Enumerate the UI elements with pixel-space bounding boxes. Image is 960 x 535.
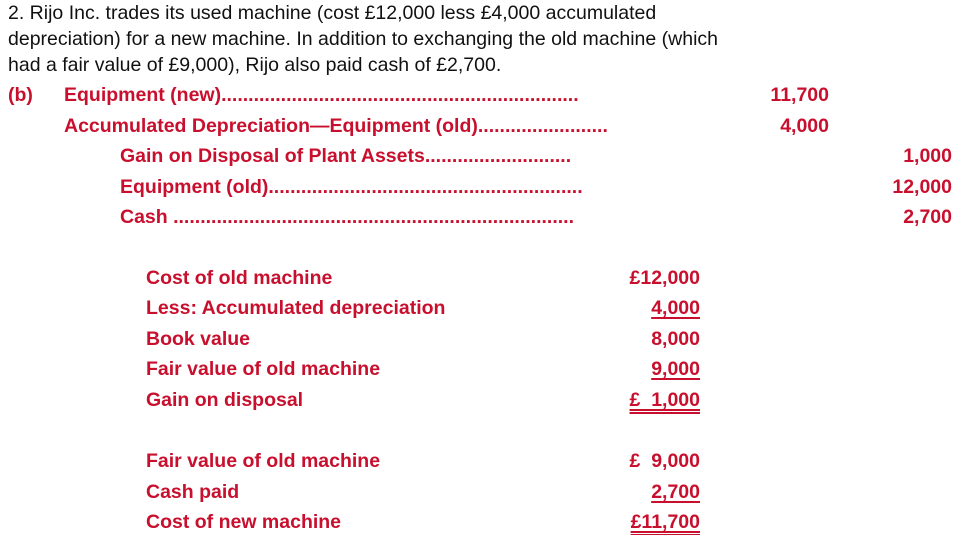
journal-credit-4: 12,000 — [892, 176, 952, 198]
journal-account-3: Gain on Disposal of Plant Assets........................... — [120, 145, 572, 167]
cost-label-3: Cost of new machine — [146, 511, 342, 533]
part-label: (b) — [8, 84, 33, 106]
journal-account-2: Accumulated Depreciation—Equipment (old)........................ — [64, 115, 608, 137]
problem-line-3: had a fair value of £9,000), Rijo also paid cash of £2,700. — [8, 54, 502, 76]
gain-label-1: Cost of old machine — [146, 267, 333, 289]
cost-amount-3: £11,700 — [630, 511, 700, 533]
problem-line-1: 2. Rijo Inc. trades its used machine (cost £12,000 less £4,000 accumulated — [8, 2, 657, 24]
cost-amount-2: 2,700 — [651, 481, 700, 503]
gain-label-4: Fair value of old machine — [146, 358, 381, 380]
journal-account-4: Equipment (old).......................................................... — [120, 176, 583, 198]
problem-line-2: depreciation) for a new machine. In addition to exchanging the old machine (which — [8, 28, 719, 50]
gain-amount-2: 4,000 — [651, 297, 700, 319]
journal-debit-2: 4,000 — [780, 115, 829, 137]
gain-label-5: Gain on disposal — [146, 389, 304, 411]
journal-debit-1: 11,700 — [770, 84, 829, 106]
cost-label-2: Cash paid — [146, 481, 240, 503]
gain-amount-3: 8,000 — [651, 328, 700, 350]
journal-credit-5: 2,700 — [903, 206, 952, 228]
cost-amount-1: £ 9,000 — [629, 450, 700, 472]
gain-amount-1: £12,000 — [629, 267, 700, 289]
gain-amount-5: £ 1,000 — [629, 389, 700, 411]
gain-amount-4: 9,000 — [651, 358, 700, 380]
gain-label-3: Book value — [146, 328, 251, 350]
cost-label-1: Fair value of old machine — [146, 450, 381, 472]
journal-credit-3: 1,000 — [903, 145, 952, 167]
journal-account-1: Equipment (new).................................................................. — [64, 84, 579, 106]
gain-label-2: Less: Accumulated depreciation — [146, 297, 446, 319]
problem-statement — [8, 0, 953, 78]
journal-account-5: Cash .......................................................................... — [120, 206, 575, 228]
